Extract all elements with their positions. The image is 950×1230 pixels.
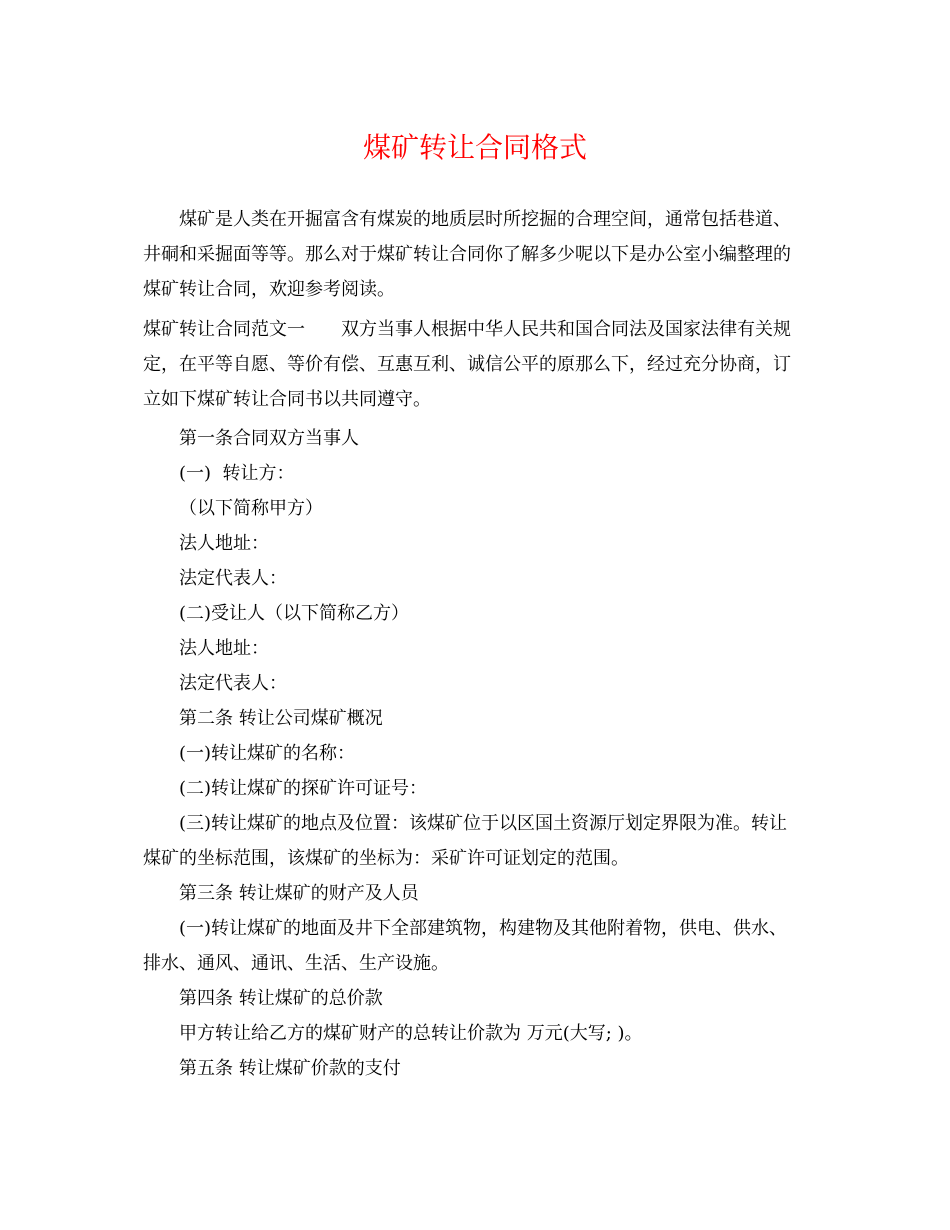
first-paragraph: 煤矿转让合同范文一 双方当事人根据中华人民共和国合同法及国家法律有关规定，在平等自愿、等价有偿、互惠互利、诚信公平的原那么下，经过充分协商，订立如下煤矿转让合同书以共同遵守。 [143,319,791,410]
clause-line: 法人地址： [179,638,269,659]
clause-line: 第五条 转让煤矿价款的支付 [179,1058,401,1079]
clause-line: (一) 转让方： [179,463,295,484]
intro-section [143,202,798,307]
document-title: 煤矿转让合同格式 [362,131,587,164]
clause-line: 第三条 转让煤矿的财产及人员 [179,883,419,904]
first-paragraph-section [143,312,798,417]
clause-line: 第四条 转让煤矿的总价款 [179,988,383,1009]
clause-line: (三)转让煤矿的地点及位置：该煤矿位于以区国土资源厅划定界限为准。转让煤矿的坐标范围，该煤矿的坐标为：采矿许可证划定的范围。 [143,813,788,869]
clause-line: 第二条 转让公司煤矿概况 [179,708,383,729]
intro-paragraph: 煤矿是人类在开掘富含有煤炭的地质层时所挖掘的合理空间，通常包括巷道、井硐和采掘面等等。那么对于煤矿转让合同你了解多少呢以下是办公室小编整理的煤矿转让合同，欢迎参考阅读。 [143,209,791,300]
clause-line: 第一条合同双方当事人 [179,428,359,449]
clause-line: 法定代表人： [179,673,287,694]
clause-line: （以下简称甲方） [179,498,323,519]
clause-line: 法定代表人： [179,568,287,589]
clause-line: (一)转让煤矿的名称： [179,743,356,764]
clause-line: (二)转让煤矿的探矿许可证号： [179,778,428,799]
clause-line: 甲方转让给乙方的煤矿财产的总转让价款为 万元(大写; )。 [179,1023,643,1044]
clause-line: (一)转让煤矿的地面及井下全部建筑物，构建物及其他附着物，供电、供水、排水、通风、通讯、生活、生产设施。 [143,918,788,974]
clause-line: (二)受让人（以下简称乙方） [179,603,410,624]
clause-line: 法人地址： [179,533,269,554]
clause-list [143,421,798,1086]
